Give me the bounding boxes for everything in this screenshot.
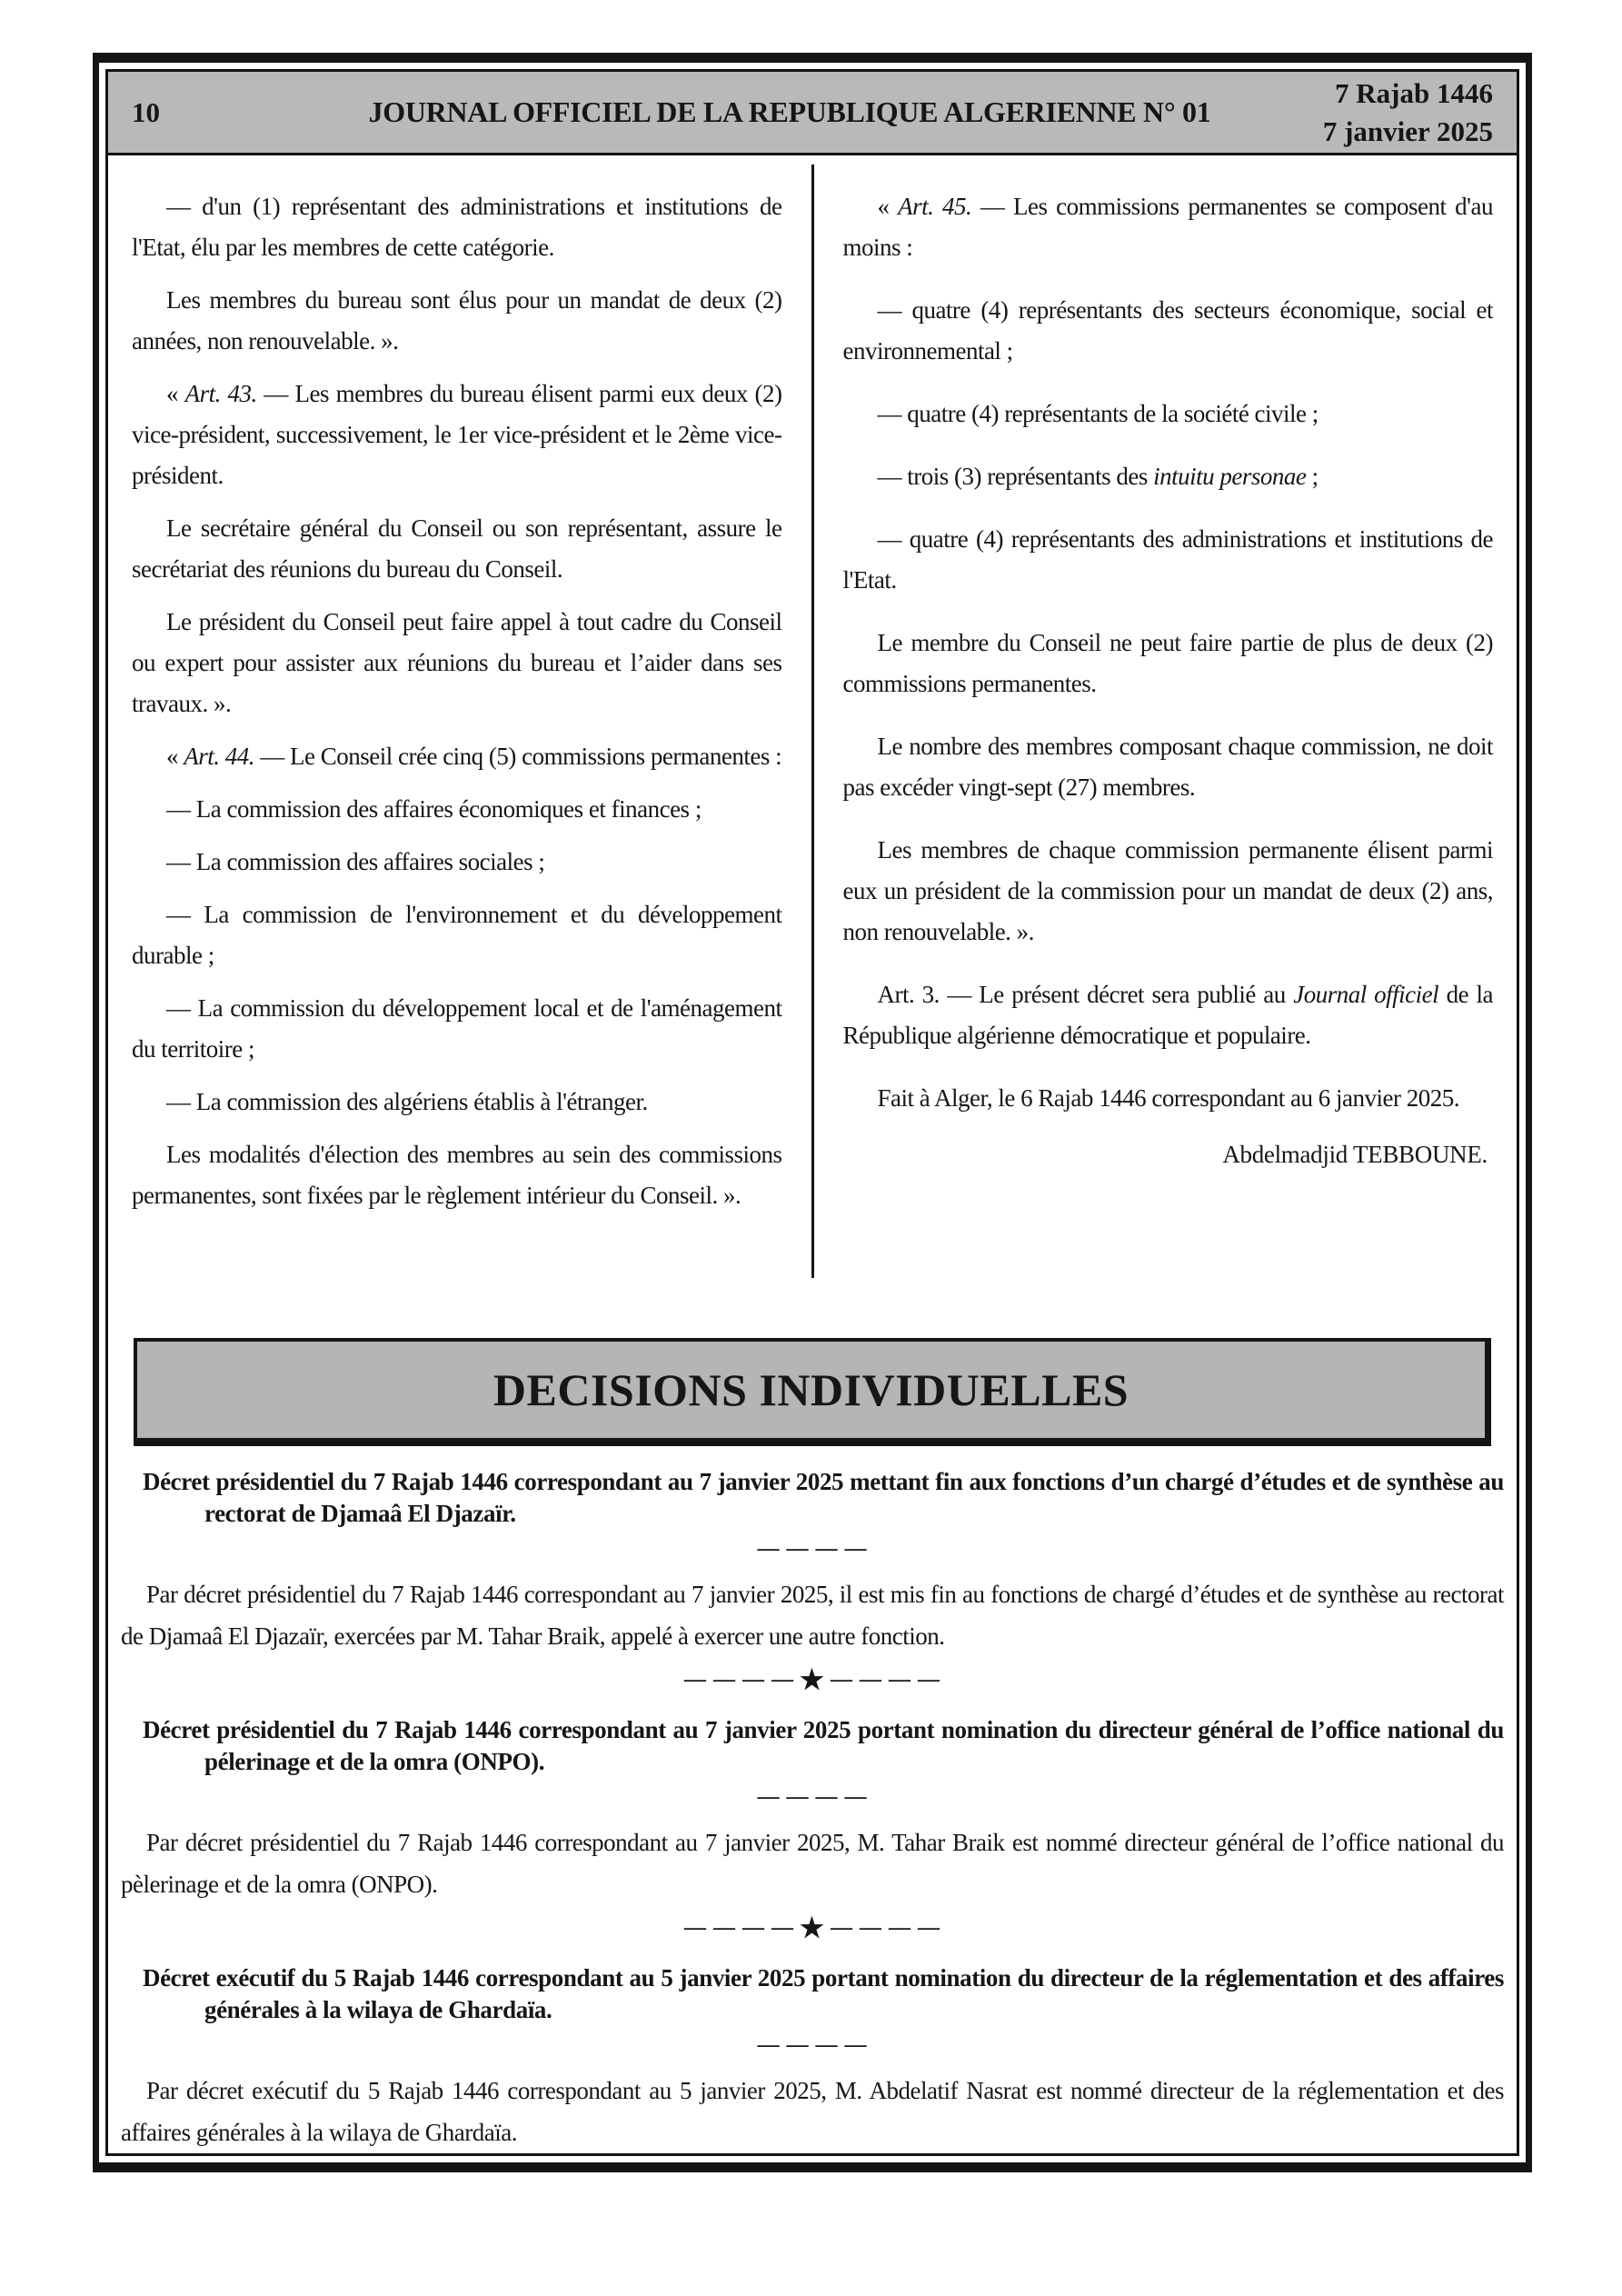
journal-officiel-italic: Journal officiel: [1293, 981, 1439, 1008]
list-item: — quatre (4) représentants des secteurs économique, social et environnemental ;: [842, 296, 1493, 364]
decree-body: Par décret présidentiel du 7 Rajab 1446 correspondant au 7 janvier 2025, il est mis fin au fonctions de chargé d’études et de synthèse au rectorat de Djamaâ El Djazaïr, exercées par M. Tahar Braik, appelé à exercer une autre fonction.: [121, 1581, 1504, 1650]
list-item: — La commission des algériens établis à l'étranger.: [166, 1088, 648, 1115]
dash-segment: — — — —: [830, 1668, 940, 1692]
signature: Abdelmadjid TEBBOUNE.: [1222, 1141, 1488, 1168]
date-hijri: 7 Rajab 1446: [1335, 76, 1493, 109]
dash-segment: — — — —: [830, 1916, 940, 1940]
paragraph: Le président du Conseil peut faire appel à tout cadre du Conseil ou expert pour assister aux réunions du bureau et l’aider dans ses travaux. ».: [132, 608, 782, 717]
decree-heading: Décret présidentiel du 7 Rajab 1446 correspondant au 7 janvier 2025 mettant fin aux fonctions d’un chargé d’études et de synthèse au rectorat de Djamaâ El Djazaïr.: [143, 1468, 1504, 1527]
list-item: [843, 456, 1494, 497]
paragraph: — d'un (1) représentant des administrations et institutions de l'Etat, élu par les membres de cette catégorie.: [132, 193, 782, 261]
text-segment: ;: [1306, 463, 1318, 490]
header-band: [108, 72, 1517, 155]
page-frame: [93, 53, 1532, 2172]
text-segment: — Le Conseil crée cinq (5) commissions permanentes :: [254, 743, 782, 770]
list-item: — La commission de l'environnement et du développement durable ;: [132, 901, 782, 969]
article-number: Art. 44.: [184, 743, 255, 770]
journal-title: JOURNAL OFFICIEL DE LA REPUBLIQUE ALGERIENNE N° 01: [368, 95, 1211, 128]
star-icon: ★: [800, 1913, 825, 1943]
column-right: [814, 155, 1518, 1314]
individual-decisions: [108, 1446, 1517, 2153]
article-number: Art. 43.: [184, 380, 257, 407]
paragraph-article-43: [132, 374, 782, 496]
list-item: — quatre (4) représentants de la société civile ;: [877, 400, 1318, 427]
text-segment: de la République algérienne démocratique et populaire.: [842, 981, 1493, 1049]
text-segment: — Les membres du bureau élisent parmi eux deux (2) vice-président, successivement, le 1er vice-président et le 2ème vice-président.: [132, 380, 782, 489]
separator-star: [121, 1914, 1504, 1942]
two-column-text: [108, 155, 1517, 1314]
list-item: — La commission des affaires sociales ;: [166, 848, 545, 875]
paragraph-article-44: [132, 736, 782, 777]
star-icon: ★: [800, 1665, 825, 1695]
text-segment: — Les commissions permanentes se composent d'au moins :: [842, 193, 1493, 261]
text-segment: «: [166, 743, 184, 770]
latin-phrase: intuitu personae: [1153, 463, 1307, 490]
paragraph: Le membre du Conseil ne peut faire partie de plus de deux (2) commissions permanentes.: [842, 629, 1493, 697]
page-inner-frame: [105, 69, 1519, 2156]
decree-heading: Décret présidentiel du 7 Rajab 1446 correspondant au 7 janvier 2025 portant nomination du directeur général de l’office national du pélerinage et de la omra (ONPO).: [143, 1716, 1504, 1775]
page-number: 10: [132, 95, 160, 128]
article-number: Art. 45.: [898, 193, 972, 220]
paragraph: Les membres du bureau sont élus pour un mandat de deux (2) années, non renouvelable. ».: [132, 286, 782, 354]
decree-heading: Décret exécutif du 5 Rajab 1446 correspondant au 5 janvier 2025 portant nomination du directeur de la réglementation et des affaires générales à la wilaya de Ghardaïa.: [143, 1964, 1504, 2023]
separator-dash: — — — —: [757, 1785, 868, 1809]
date-gregorian: 7 janvier 2025: [1322, 115, 1493, 147]
paragraph: Les membres de chaque commission permanente élisent parmi eux un président de la commission pour un mandat de deux (2) ans, non renouvelable. ».: [842, 836, 1493, 945]
text-segment: «: [166, 380, 185, 407]
dash-segment: — — — —: [684, 1916, 795, 1940]
paragraph: Le nombre des membres composant chaque commission, ne doit pas excéder vingt-sept (27) membres.: [842, 733, 1493, 801]
paragraph: Fait à Alger, le 6 Rajab 1446 correspondant au 6 janvier 2025.: [877, 1084, 1459, 1112]
decree-body: Par décret exécutif du 5 Rajab 1446 correspondant au 5 janvier 2025, M. Abdelatif Nasrat est nommé directeur de la réglementation et des affaires générales à la wilaya de Ghardaïa.: [121, 2077, 1504, 2146]
paragraph: Le secrétaire général du Conseil ou son représentant, assure le secrétariat des réunions du bureau du Conseil.: [132, 514, 782, 583]
column-left: [108, 155, 811, 1314]
separator-dash: — — — —: [757, 2033, 868, 2057]
dash-segment: — — — —: [684, 1668, 795, 1692]
paragraph-article-3: [843, 974, 1494, 1056]
list-item: — La commission des affaires économiques et finances ;: [166, 795, 702, 823]
decree-body: Par décret présidentiel du 7 Rajab 1446 correspondant au 7 janvier 2025, M. Tahar Braik est nommé directeur général de l’office national du pèlerinage et de la omra (ONPO).: [121, 1829, 1504, 1898]
issue-dates: [1266, 75, 1493, 151]
section-banner: [134, 1338, 1491, 1446]
list-item: — quatre (4) représentants des administrations et institutions de l'Etat.: [842, 525, 1493, 594]
paragraph: Les modalités d'élection des membres au sein des commissions permanentes, sont fixées par le règlement intérieur du Conseil. ».: [132, 1141, 782, 1209]
text-segment: — trois (3) représentants des: [877, 463, 1154, 490]
text-segment: Art. 3. — Le présent décret sera publié au: [877, 981, 1294, 1008]
separator-dash: — — — —: [757, 1537, 868, 1561]
list-item: — La commission du développement local et de l'aménagement du territoire ;: [132, 994, 782, 1063]
section-title: DECISIONS INDIVIDUELLES: [493, 1364, 1129, 1415]
paragraph-article-45: [843, 186, 1494, 268]
text-segment: «: [877, 193, 899, 220]
separator-star: [121, 1666, 1504, 1694]
